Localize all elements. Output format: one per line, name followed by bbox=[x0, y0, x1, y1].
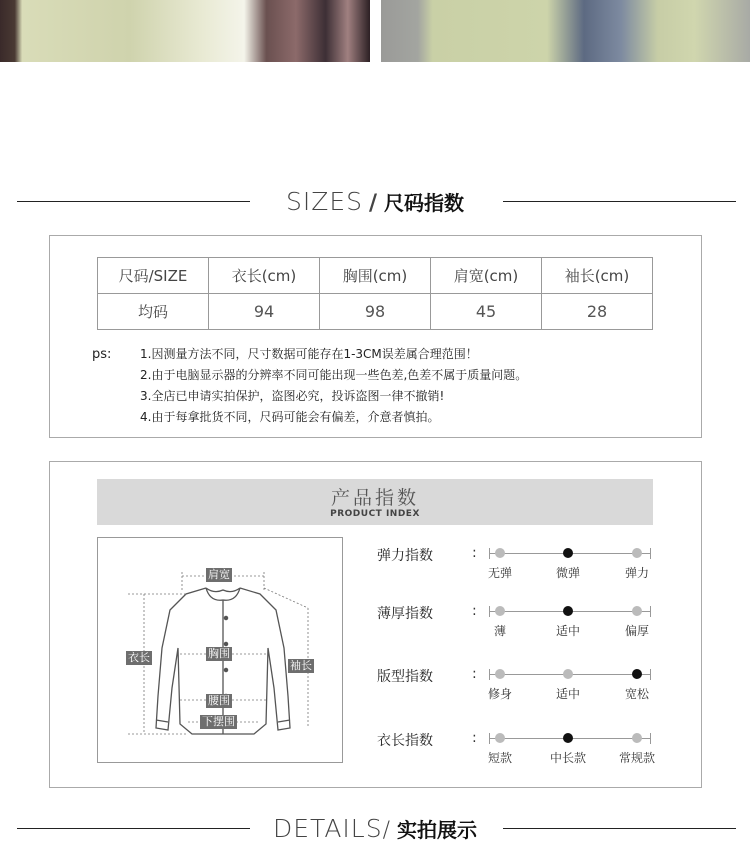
index-row bbox=[377, 605, 657, 645]
note-item: 3.全店已申请实拍保护，盗图必究，投诉盗图一律不撤销! bbox=[140, 389, 445, 403]
index-option-label: 无弹 bbox=[487, 566, 512, 580]
index-track-end-tick bbox=[650, 669, 651, 680]
index-row bbox=[377, 547, 657, 587]
header-shoulder: 肩宽(cm) bbox=[431, 258, 542, 294]
index-option-label: 中长款 bbox=[549, 751, 586, 765]
notes-prefix: ps: bbox=[92, 347, 112, 362]
index-option-label: 适中 bbox=[555, 624, 580, 638]
index-option-label: 常规款 bbox=[618, 751, 655, 765]
sizes-title-separator: / bbox=[369, 190, 379, 216]
label-length: 衣长 bbox=[128, 651, 150, 664]
header-sleeve: 袖长(cm) bbox=[542, 258, 653, 294]
index-row-colon: : bbox=[472, 603, 477, 619]
index-track-end-tick bbox=[489, 548, 490, 559]
index-option-label: 短款 bbox=[487, 751, 512, 765]
index-option-label: 弹力 bbox=[624, 566, 649, 580]
index-dot-selected bbox=[563, 733, 573, 743]
sizes-title-cn: 尺码指数 bbox=[384, 190, 465, 215]
index-row-label: 弹力指数 bbox=[377, 548, 433, 564]
index-option-label: 薄 bbox=[493, 624, 506, 638]
index-row-label: 薄厚指数 bbox=[377, 606, 433, 622]
index-row-label: 衣长指数 bbox=[377, 733, 433, 749]
index-row bbox=[377, 668, 657, 708]
index-row-colon: : bbox=[472, 545, 477, 561]
product-photo-left bbox=[0, 0, 370, 62]
index-dot bbox=[632, 548, 642, 558]
label-shoulder: 肩宽 bbox=[208, 568, 230, 581]
index-option-label: 适中 bbox=[555, 687, 580, 701]
index-track-end-tick bbox=[489, 606, 490, 617]
details-section-title bbox=[0, 808, 750, 848]
index-dot bbox=[495, 733, 505, 743]
size-table-row bbox=[98, 294, 653, 330]
index-dot bbox=[632, 606, 642, 616]
shirt-measure-diagram bbox=[97, 537, 343, 763]
header-length: 衣长(cm) bbox=[209, 258, 320, 294]
label-sleeve: 袖长 bbox=[290, 659, 312, 672]
note-item: 4.由于每拿批货不同，尺码可能会有偏差，介意者慎拍。 bbox=[140, 410, 440, 424]
index-dot bbox=[632, 733, 642, 743]
index-option-label: 宽松 bbox=[624, 687, 649, 701]
header-size: 尺码/SIZE bbox=[98, 258, 209, 294]
cell-size: 均码 bbox=[98, 294, 209, 330]
index-dot bbox=[563, 669, 573, 679]
index-track-end-tick bbox=[489, 733, 490, 744]
index-row-label: 版型指数 bbox=[377, 669, 433, 685]
index-row bbox=[377, 732, 657, 772]
cell-shoulder: 45 bbox=[431, 294, 542, 330]
label-waist: 腰围 bbox=[208, 694, 230, 707]
sizes-section-title bbox=[0, 181, 750, 221]
details-title-separator: / bbox=[382, 817, 392, 843]
index-track-end-tick bbox=[650, 606, 651, 617]
cell-length: 94 bbox=[209, 294, 320, 330]
note-item: 2.由于电脑显示器的分辨率不同可能出现一些色差,色差不属于质量问题。 bbox=[140, 368, 528, 382]
index-dot bbox=[495, 669, 505, 679]
index-track-end-tick bbox=[650, 548, 651, 559]
index-track-end-tick bbox=[650, 733, 651, 744]
details-title-cn: 实拍展示 bbox=[397, 817, 478, 842]
product-index-title-en: PRODUCT INDEX bbox=[330, 509, 420, 519]
index-row-colon: : bbox=[472, 730, 477, 746]
photo-strip bbox=[0, 0, 750, 62]
index-dot-selected bbox=[563, 548, 573, 558]
label-chest: 胸围 bbox=[208, 647, 230, 660]
index-option-label: 偏厚 bbox=[624, 624, 649, 638]
product-index-panel bbox=[49, 461, 702, 788]
cell-chest: 98 bbox=[320, 294, 431, 330]
product-photo-right bbox=[381, 0, 750, 62]
header-chest: 胸围(cm) bbox=[320, 258, 431, 294]
size-table-header-row bbox=[98, 258, 653, 294]
product-index-title-cn: 产品指数 bbox=[330, 487, 419, 509]
size-panel bbox=[49, 235, 702, 438]
index-dot bbox=[495, 548, 505, 558]
index-dot-selected bbox=[563, 606, 573, 616]
cell-sleeve: 28 bbox=[542, 294, 653, 330]
notes bbox=[92, 344, 527, 428]
index-option-label: 修身 bbox=[487, 687, 512, 701]
index-track-end-tick bbox=[489, 669, 490, 680]
size-table bbox=[97, 257, 653, 330]
sizes-title-en: SIZES bbox=[285, 186, 363, 216]
index-dot-selected bbox=[632, 669, 642, 679]
index-row-colon: : bbox=[472, 666, 477, 682]
index-option-label: 微弹 bbox=[555, 566, 580, 580]
product-index-header bbox=[97, 479, 653, 525]
note-item: 1.因测量方法不同，尺寸数据可能存在1-3CM误差属合理范围！ bbox=[140, 347, 478, 361]
index-dot bbox=[495, 606, 505, 616]
details-title-en: DETAILS bbox=[272, 813, 383, 843]
label-hem: 下摆围 bbox=[202, 715, 235, 728]
